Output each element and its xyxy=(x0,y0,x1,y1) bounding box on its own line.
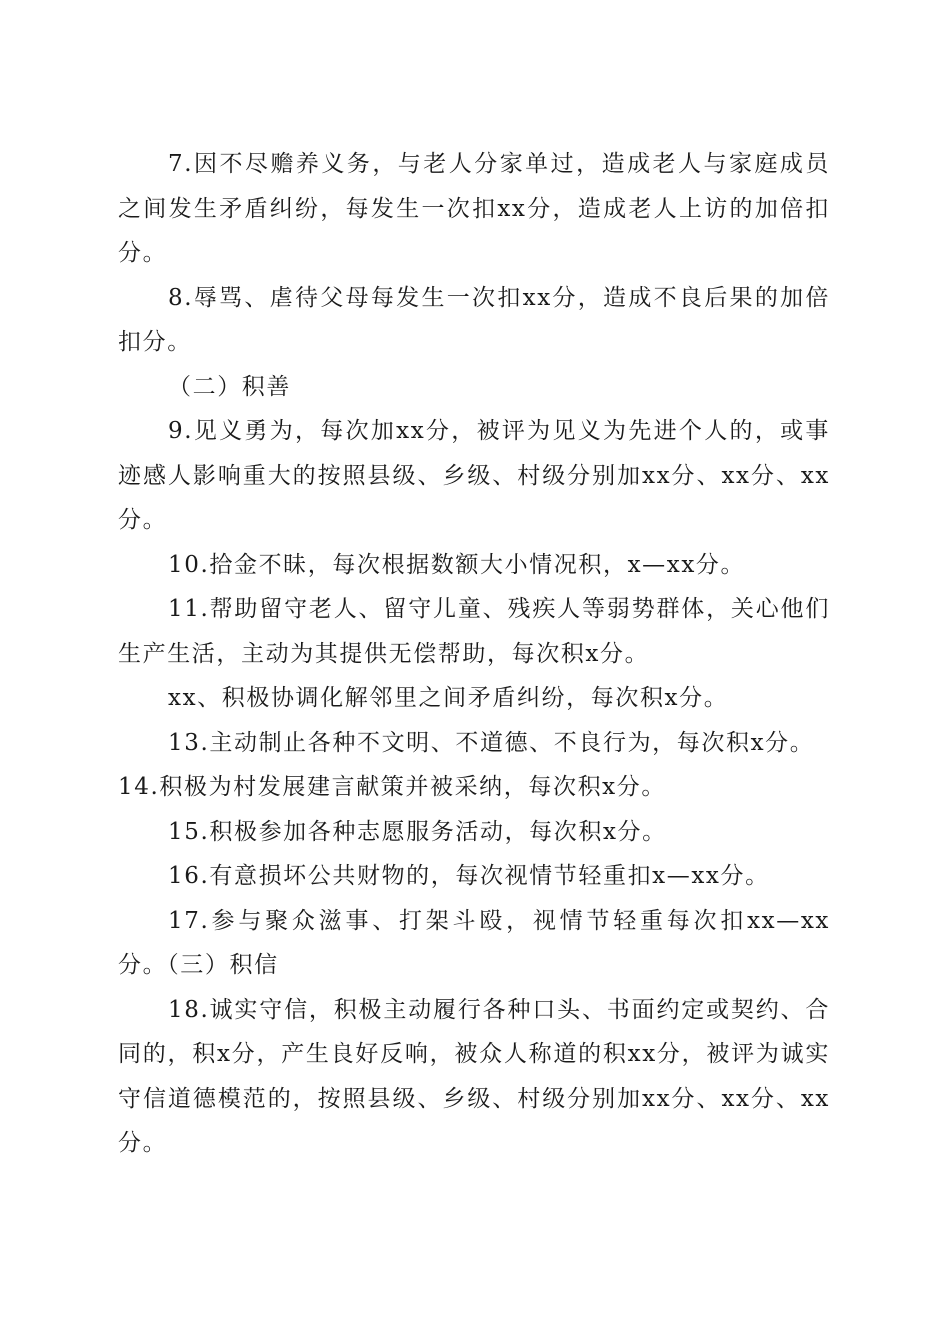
paragraph-item-16: 16.有意损坏公共财物的，每次视情节轻重扣x—xx分。 xyxy=(168,863,770,889)
paragraph-item-9: 9.见义勇为，每次加xx分，被评为见义为先进个人的，或事迹感人影响重大的按照县级、乡级、村级分别加xx分、xx分、xx分。 xyxy=(118,418,830,533)
paragraph-item-14: 14.积极为村发展建言献策并被采纳，每次积x分。 xyxy=(118,774,666,800)
section-heading-jishan: （二）积善 xyxy=(168,373,291,400)
paragraph-item-17: 17.参与聚众滋事、打架斗殴，视情节轻重每次扣xx—xx分。（三）积信 xyxy=(118,907,830,978)
paragraph-item-15: 15.积极参加各种志愿服务活动，每次积x分。 xyxy=(168,818,667,845)
document-body xyxy=(118,142,830,1166)
paragraph-item-12: xx、积极协调化解邻里之间矛盾纠纷，每次积x分。 xyxy=(168,685,729,711)
paragraph-item-7: 7.因不尽赡养义务，与老人分家单过，造成老人与家庭成员之间发生矛盾纠纷，每发生一次扣xx分，造成老人上访的加倍扣分。 xyxy=(118,151,830,266)
paragraph-item-18: 18.诚实守信，积极主动履行各种口头、书面约定或契约、合同的，积x分，产生良好反响，被众人称道的积xx分，被评为诚实守信道德模范的，按照县级、乡级、村级分别加xx分、xx分、xx分。 xyxy=(118,996,830,1156)
paragraph-item-11: 11.帮助留守老人、留守儿童、残疾人等弱势群体，关心他们生产生活，主动为其提供无偿帮助，每次积x分。 xyxy=(118,596,830,667)
paragraph-item-8: 8.辱骂、虐待父母每发生一次扣xx分，造成不良后果的加倍扣分。 xyxy=(118,284,830,355)
paragraph-item-10: 10.拾金不昧，每次根据数额大小情况积，x—xx分。 xyxy=(168,551,746,578)
paragraph-item-13: 13.主动制止各种不文明、不道德、不良行为，每次积x分。 xyxy=(168,729,815,756)
